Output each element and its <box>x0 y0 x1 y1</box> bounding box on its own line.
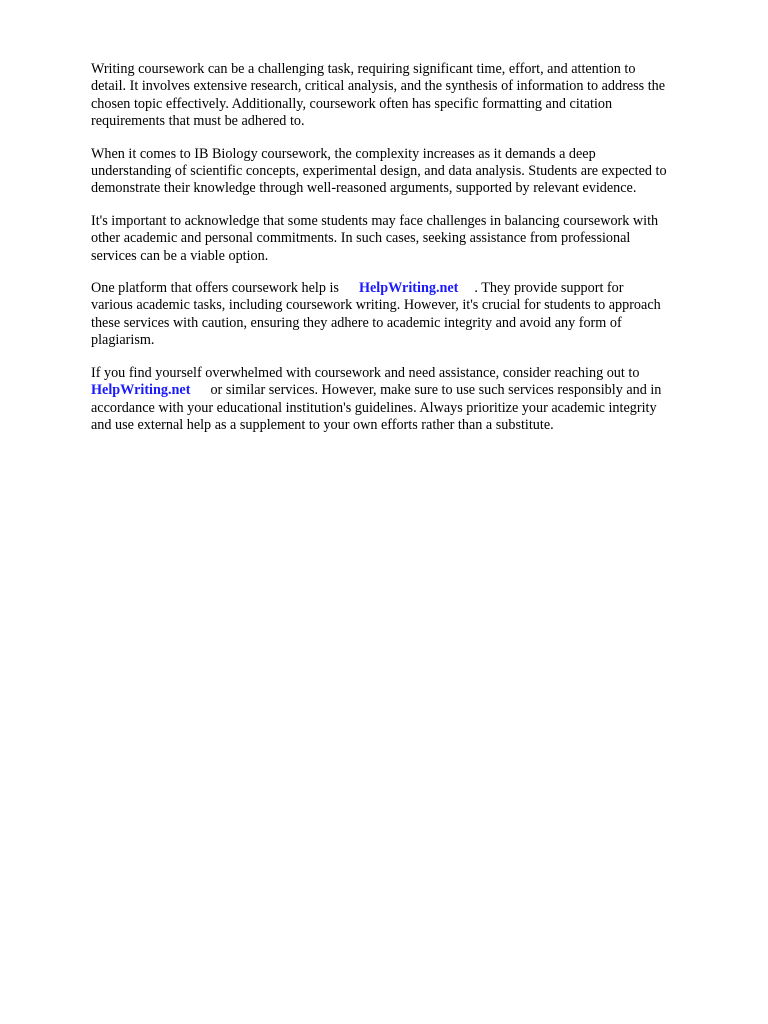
closing-text-after-link: or similar services. However, make sure to use such services responsibly and in accordance with your educational institution's guidelines. Always prioritize your academic integrity and use external help as a supplement to your own efforts rather than a substitute. <box>91 382 662 433</box>
paragraph-closing <box>91 365 731 435</box>
paragraph-challenges: It's important to acknowledge that some students may face challenges in balancing coursework with other academic and personal commitments. In such cases, seeking assistance from professional services can be a viable option. <box>91 212 659 264</box>
helpwriting-link-closing[interactable]: HelpWriting.net <box>91 382 191 399</box>
paragraph-ib-biology: When it comes to IB Biology coursework, the complexity increases as it demands a deep understanding of scientific concepts, experimental design, and data analysis. Students are expected to demonstrate their knowledge through well-reasoned arguments, supported by relevant evidence. <box>91 145 667 197</box>
paragraph-platform <box>91 280 731 350</box>
platform-text-after-link: . They provide support for various academic tasks, including coursework writing. However, it's crucial for students to approach these services with caution, ensuring they adhere to academic integrity and avoid any form of plagiarism. <box>91 280 661 349</box>
platform-text-before-link: One platform that offers coursework help is <box>91 280 339 297</box>
helpwriting-link[interactable]: HelpWriting.net <box>358 280 459 297</box>
paragraph-intro: Writing coursework can be a challenging task, requiring significant time, effort, and attention to detail. It involves extensive research, critical analysis, and the synthesis of information to address the chosen topic effectively. Additionally, coursework often has specific formatting and citation requirements that must be adhered to. <box>91 61 666 130</box>
document-body <box>91 61 731 449</box>
closing-text-before-link: If you find yourself overwhelmed with coursework and need assistance, consider reaching out to <box>91 364 640 381</box>
